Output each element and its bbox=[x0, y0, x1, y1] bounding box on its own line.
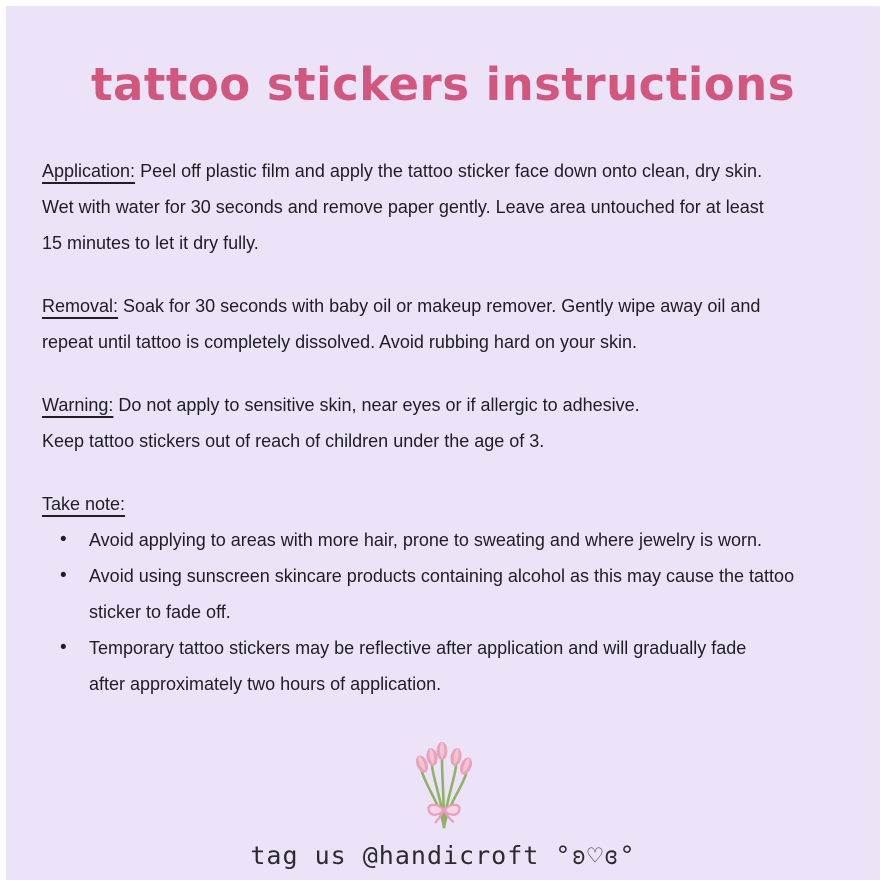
warning-line-2: Keep tattoo stickers out of reach of children under the age of 3. bbox=[42, 431, 545, 451]
bullet-icon: • bbox=[60, 637, 67, 658]
note-1-line-1: Avoid applying to areas with more hair, prone to sweating and where jewelry is worn. bbox=[89, 530, 763, 550]
removal-line-1-text: Soak for 30 seconds with baby oil or makeup remover. Gently wipe away oil and bbox=[118, 296, 761, 316]
warning-line-1-text: Do not apply to sensitive skin, near eyes or if allergic to adhesive. bbox=[113, 395, 640, 415]
note-3-line-2: after approximately two hours of application. bbox=[89, 674, 442, 694]
application-line-1 bbox=[42, 153, 844, 189]
application-label: Application: bbox=[42, 161, 136, 181]
section-warning bbox=[42, 387, 844, 459]
tagline: tag us @handicroft °ʚ♡ɞ° bbox=[250, 841, 636, 870]
list-item bbox=[42, 558, 844, 630]
page-title: tattoo stickers instructions bbox=[90, 58, 795, 111]
warning-label: Warning: bbox=[42, 395, 114, 415]
removal-line-2: repeat until tattoo is completely dissolved. Avoid rubbing hard on your skin. bbox=[42, 332, 638, 352]
take-note-list bbox=[42, 522, 844, 702]
section-take-note bbox=[42, 486, 844, 702]
list-item bbox=[42, 522, 844, 558]
application-line-1-text: Peel off plastic film and apply the tattoo sticker face down onto clean, dry skin. bbox=[135, 161, 763, 181]
note-2-line-1: Avoid using sunscreen skincare products containing alcohol as this may cause the tattoo bbox=[89, 566, 795, 586]
instructions-body bbox=[6, 153, 880, 702]
warning-line-1 bbox=[42, 387, 844, 423]
note-2-line-2: sticker to fade off. bbox=[89, 602, 231, 622]
instruction-card bbox=[6, 6, 880, 880]
footer bbox=[6, 742, 880, 870]
take-note-label-line bbox=[42, 486, 844, 522]
note-3-line-1: Temporary tattoo stickers may be reflective after application and will gradually fade bbox=[89, 638, 747, 658]
removal-label: Removal: bbox=[42, 296, 119, 316]
bullet-icon: • bbox=[60, 565, 67, 586]
tulip-bouquet-icon bbox=[411, 742, 475, 830]
application-line-3: 15 minutes to let it dry fully. bbox=[42, 233, 259, 253]
removal-line-1 bbox=[42, 288, 844, 324]
list-item bbox=[42, 630, 844, 702]
bullet-icon: • bbox=[60, 529, 67, 550]
application-line-2: Wet with water for 30 seconds and remove paper gently. Leave area untouched for at least bbox=[42, 197, 764, 217]
section-removal bbox=[42, 288, 844, 360]
tulip-buds bbox=[414, 742, 475, 776]
take-note-label: Take note: bbox=[42, 494, 126, 514]
section-application bbox=[42, 153, 844, 261]
